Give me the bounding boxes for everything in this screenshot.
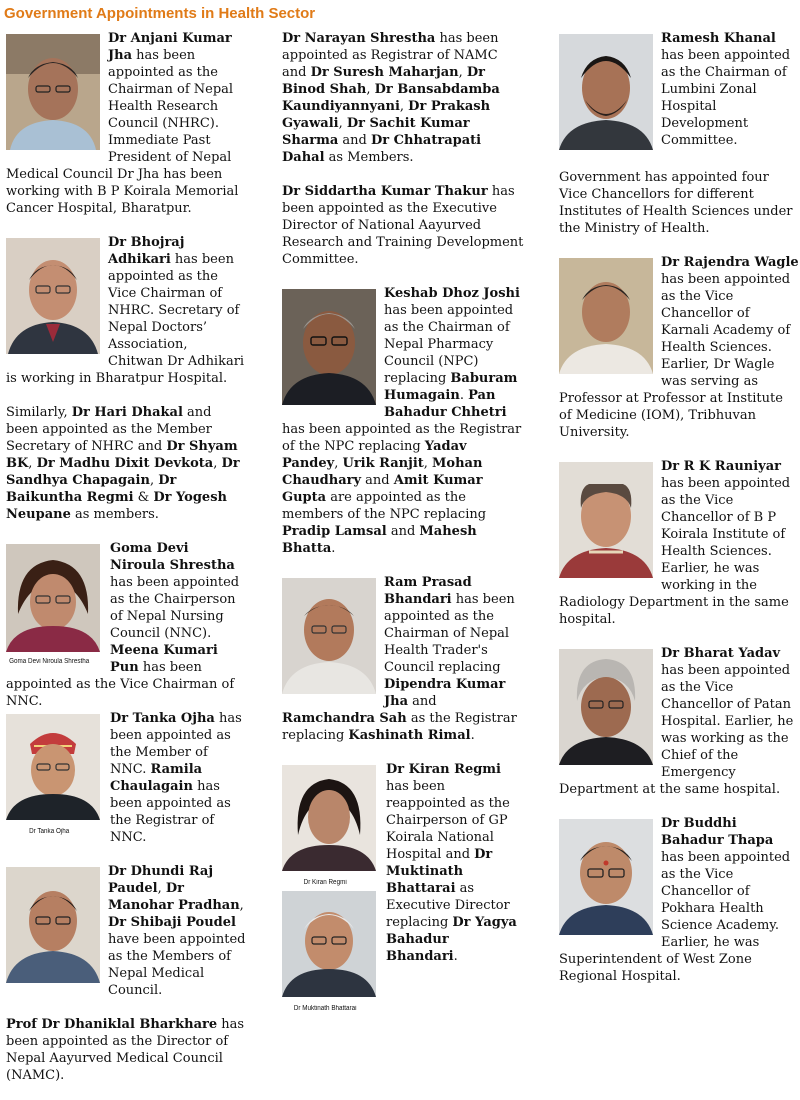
article-siddartha-thakur: Dr Siddartha Kumar Thakur has been appointed as the Executive Director of National Aayurved Research and Training Development Committee. <box>282 184 524 267</box>
column-middle <box>282 30 524 1015</box>
portrait-kiran-regmi <box>282 765 376 877</box>
column-left <box>6 30 246 1084</box>
portrait-bharat-yadav <box>559 649 653 765</box>
caption-tanka-ojha: Dr Tanka Ojha <box>29 828 70 835</box>
article-buddhi-bahadur-thapa: Dr Buddhi Bahadur Thapa has been appointed as the Vice Chancellor of Pokhara Health Science Academy. Earlier, he was Superintendent of West Zone Regional Hospital. <box>559 816 791 984</box>
article-keshab-joshi: Keshab Dhoz Joshi has been appointed as the Chairman of Nepal Pharmacy Council (NPC) replacing Baburam Humagain. Pan Bahadur Chhetri has been appointed as the Registrar of the NPC replacing Yadav Pandey, Urik Ranjit, Mohan Chaudhary and Amit Kumar Gupta are appointed as the members of the NPC replacing Pradip Lamsal and Mahesh Bhatta. <box>282 286 522 556</box>
article-ramesh-khanal: Ramesh Khanal has been appointed as the Chairman of Lumbini Zonal Hospital Development Committee. <box>559 30 799 152</box>
article-anjani-jha: Dr Anjani Kumar Jha has been appointed as the Chairman of Nepal Health Research Council (NHRC). Immediate Past President of Nepal Medical Council Dr Jha has been working with B P Koirala Memorial Cancer Hospital, Bharatpur. <box>6 31 239 216</box>
portrait-bhojraj-adhikari <box>6 238 100 354</box>
portrait-muktinath-bhattarai <box>282 891 376 1003</box>
portrait-buddhi-bahadur-thapa <box>559 819 653 935</box>
caption-goma-devi: Goma Devi Niroula Shrestha <box>9 658 90 665</box>
article-vice-chancellors-intro: Government has appointed four Vice Chancellors for different Institutes of Health Sciences under the Ministry of Health. <box>559 170 793 236</box>
article-namc-registrar: Dr Narayan Shrestha has been appointed as Registrar of NAMC and Dr Suresh Maharjan, Dr Binod Shah, Dr Bansabdamba Kaundiyannyani, Dr Prakash Gyawali, Dr Sachit Kumar Sharma and Dr Chhatrapati Dahal as Members. <box>282 31 500 165</box>
portrait-tanka-ojha <box>6 714 100 826</box>
article-bharat-yadav: Dr Bharat Yadav has been appointed as the Vice Chancellor of Patan Hospital. Earlier, he was working as the Chief of the Emergency Department at the same hospital. <box>559 646 794 797</box>
name-anjani-jha: Dr Anjani Kumar Jha <box>108 31 232 63</box>
name-bhojraj-adhikari: Dr Bhojraj Adhikari <box>108 235 185 267</box>
portrait-goma-devi <box>6 544 100 656</box>
article-dhaniklal-bharkhare: Prof Dr Dhaniklal Bharkhare has been appointed as the Director of Nepal Aayurved Medical Council (NAMC). <box>6 1017 245 1083</box>
portrait-dhundi-raj-paudel <box>6 867 100 983</box>
article-tanka-ojha: Dr Tanka Ojha Dr Tanka Ojha has been appointed as the Member of NNC. Ramila Chaulagain has been appointed as the Registrar of NNC. <box>6 710 246 846</box>
column-right <box>559 30 799 985</box>
article-nhrc-members: Similarly, Dr Hari Dhakal and been appointed as the Member Secretary of NHRC and Dr Shyam BK, Dr Madhu Dixit Devkota, Dr Sandhya Chapagain, Dr Baikuntha Regmi & Dr Yogesh Neupane as members. <box>6 405 240 522</box>
article-rajendra-wagle: Dr Rajendra Wagle has been appointed as the Vice Chancellor of Karnali Academy of Health Sciences. Earlier, Dr Wagle was serving as Professor at Professor at Institute of Medicine (IOM), Tribhuvan University. <box>559 255 799 440</box>
article-bhojraj-adhikari: Dr Bhojraj Adhikari has been appointed as the Vice Chairman of NHRC. Secretary of Nepal Doctors’ Association, Chitwan Dr Adhikari is working in Bharatpur Hospital. <box>6 235 245 386</box>
portrait-keshab-joshi <box>282 289 376 405</box>
caption-kiran-regmi: Dr Kiran Regmi <box>303 879 347 886</box>
page-title: Government Appointments in Health Sector <box>4 5 316 22</box>
caption-muktinath-bhattarai: Dr Muktinath Bhattarai <box>293 1005 357 1012</box>
portrait-ramesh-khanal <box>559 34 653 150</box>
portrait-rk-rauniyar <box>559 462 653 578</box>
article-goma-devi: Goma Devi Niroula Shrestha Goma Devi Niroula Shrestha has been appointed as the Chairperson of Nepal Nursing Council (NNC). Meena Kumari Pun has been appointed as the Vice Chairman of NNC. <box>6 541 240 709</box>
article-kiran-regmi: Dr Kiran Regmi Dr Muktinath Bhattarai Dr Kiran Regmi has been reappointed as the Chairperson of GP Koirala National Hospital and Dr Muktinath Bhattarai as Executive Director replacing Dr Yagya Bahadur Bhandari. <box>282 761 524 1015</box>
portrait-ram-prasad-bhandari <box>282 578 376 694</box>
article-ram-prasad-bhandari: Ram Prasad Bhandari has been appointed as the Chairman of Nepal Health Trader's Council replacing Dipendra Kumar Jha and Ramchandra Sah as the Registrar replacing Kashinath Rimal. <box>282 575 517 743</box>
portrait-rajendra-wagle <box>559 258 653 374</box>
portrait-anjani-jha <box>6 34 100 150</box>
article-nmc-members: Dr Dhundi Raj Paudel, Dr Manohar Pradhan, Dr Shibaji Poudel have been appointed as the Members of Nepal Medical Council. <box>6 863 246 999</box>
article-rk-rauniyar: Dr R K Rauniyar has been appointed as the Vice Chancellor of B P Koirala Institute of Health Sciences. Earlier, he was working in the Radiology Department in the same hospital. <box>559 459 791 627</box>
